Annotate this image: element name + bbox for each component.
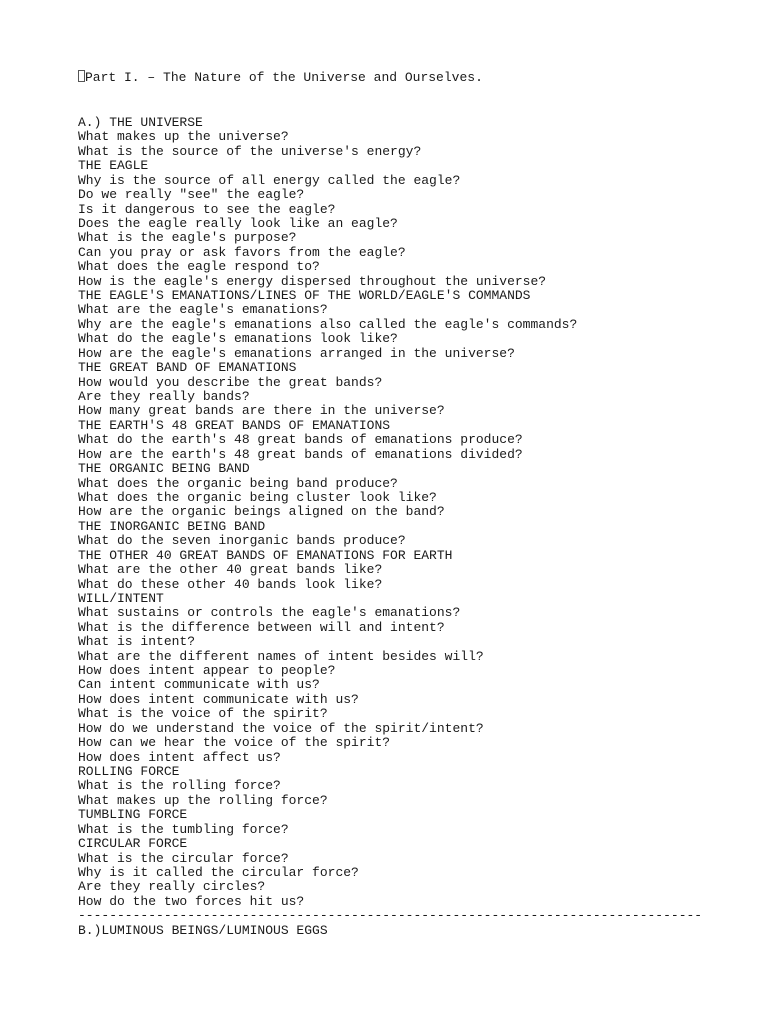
question-line: How does intent communicate with us? xyxy=(78,692,359,707)
question-list xyxy=(78,116,758,938)
question-line: Are they really circles? xyxy=(78,880,266,895)
question-line: How are the organic beings aligned on the band? xyxy=(78,505,445,520)
missing-glyph-icon xyxy=(78,70,85,82)
question-line: How is the eagle's energy dispersed throughout the universe? xyxy=(78,274,547,289)
question-line: How do the two forces hit us? xyxy=(78,894,305,909)
topic-heading: THE GREAT BAND OF EMANATIONS xyxy=(78,361,297,376)
question-line: Can you pray or ask favors from the eagle? xyxy=(78,245,406,260)
topic-heading: THE OTHER 40 GREAT BANDS OF EMANATIONS FOR EARTH xyxy=(78,548,453,563)
question-line: What sustains or controls the eagle's emanations? xyxy=(78,606,461,621)
question-line: How does intent appear to people? xyxy=(78,664,336,679)
question-line: What is intent? xyxy=(78,635,196,650)
question-line: What is the voice of the spirit? xyxy=(78,707,328,722)
question-line: What does the eagle respond to? xyxy=(78,260,320,275)
topic-heading: THE INORGANIC BEING BAND xyxy=(78,519,266,534)
question-line: What is the difference between will and intent? xyxy=(78,620,445,635)
question-line: Does the eagle really look like an eagle? xyxy=(78,216,398,231)
question-line: How does intent affect us? xyxy=(78,750,281,765)
question-line: Why are the eagle's emanations also called the eagle's commands? xyxy=(78,317,578,332)
question-line: What makes up the rolling force? xyxy=(78,793,328,808)
page-title xyxy=(78,70,483,86)
question-line: How would you describe the great bands? xyxy=(78,375,383,390)
question-line: What makes up the universe? xyxy=(78,130,289,145)
question-line: How are the eagle's emanations arranged in the universe? xyxy=(78,346,515,361)
question-line: What are the other 40 great bands like? xyxy=(78,563,383,578)
question-line: What is the circular force? xyxy=(78,851,289,866)
question-line: What do these other 40 bands look like? xyxy=(78,577,383,592)
question-line: Do we really "see" the eagle? xyxy=(78,188,305,203)
question-line: What are the eagle's emanations? xyxy=(78,303,328,318)
topic-heading: TUMBLING FORCE xyxy=(78,808,188,823)
question-line: Why is it called the circular force? xyxy=(78,865,359,880)
question-line: Are they really bands? xyxy=(78,390,250,405)
question-line: What are the different names of intent besides will? xyxy=(78,649,484,664)
question-line: Is it dangerous to see the eagle? xyxy=(78,202,336,217)
topic-heading: ROLLING FORCE xyxy=(78,764,180,779)
page-title-text: Part I. – The Nature of the Universe and Ourselves. xyxy=(85,70,483,85)
section-heading: B.)LUMINOUS BEINGS/LUMINOUS EGGS xyxy=(78,923,328,938)
topic-heading: THE EARTH'S 48 GREAT BANDS OF EMANATIONS xyxy=(78,418,391,433)
question-line: What is the source of the universe's energy? xyxy=(78,144,422,159)
question-line: What is the tumbling force? xyxy=(78,822,289,837)
section-heading: A.) THE UNIVERSE xyxy=(78,116,203,130)
topic-heading: THE EAGLE'S EMANATIONS/LINES OF THE WORLD/EAGLE'S COMMANDS xyxy=(78,289,531,304)
topic-heading: WILL/INTENT xyxy=(78,591,164,606)
question-line: What do the eagle's emanations look like? xyxy=(78,332,398,347)
question-line: What do the seven inorganic bands produce? xyxy=(78,534,406,549)
question-line: How many great bands are there in the universe? xyxy=(78,404,445,419)
question-line: What does the organic being band produce? xyxy=(78,476,398,491)
question-line: What does the organic being cluster look like? xyxy=(78,490,437,505)
topic-heading: THE ORGANIC BEING BAND xyxy=(78,462,250,477)
question-line: What is the eagle's purpose? xyxy=(78,231,297,246)
question-line: What is the rolling force? xyxy=(78,779,281,794)
question-line: What do the earth's 48 great bands of emanations produce? xyxy=(78,433,523,448)
topic-heading: CIRCULAR FORCE xyxy=(78,837,188,852)
section-divider: -------------------------------------------------------------------------------- xyxy=(78,909,703,924)
topic-heading: THE EAGLE xyxy=(78,159,149,174)
question-line: How do we understand the voice of the spirit/intent? xyxy=(78,721,484,736)
question-line: How can we hear the voice of the spirit? xyxy=(78,736,391,751)
question-line: Why is the source of all energy called the eagle? xyxy=(78,173,461,188)
question-line: Can intent communicate with us? xyxy=(78,678,320,693)
question-line: How are the earth's 48 great bands of emanations divided? xyxy=(78,447,523,462)
